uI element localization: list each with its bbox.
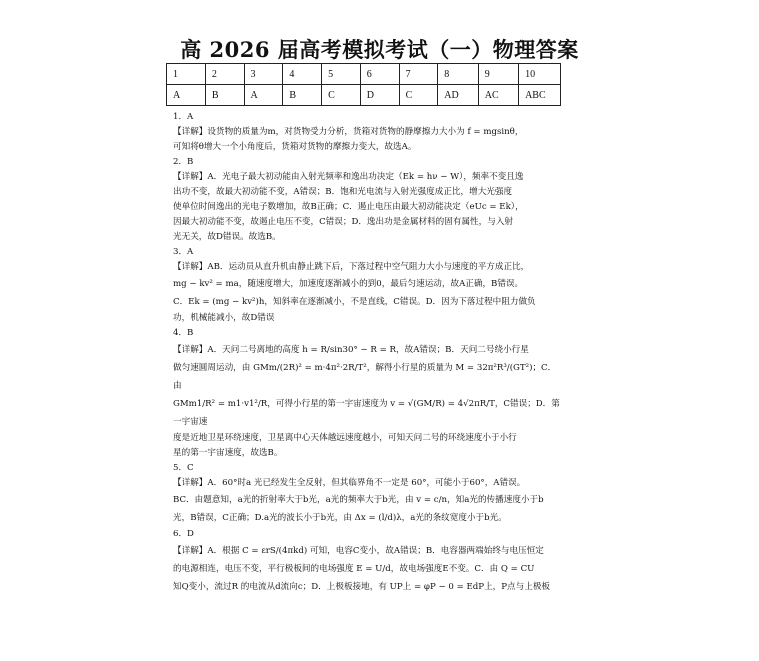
- explanation-line: 星的第一宇宙速度，故选B。: [173, 448, 283, 458]
- explanation-line: 知Q变小，流过R 的电流从d流向c；D．上极板接地，有 UP上 = φP − 0 = EdP上，P点与上极板: [173, 582, 551, 592]
- answer-key: ABC: [519, 85, 561, 106]
- question-number: 2: [205, 64, 244, 85]
- answer-key: C: [322, 85, 361, 106]
- explanation-line: 【详解】AB．运动员从直升机由静止跳下后，下落过程中空气阻力大小与速度的平方成正比，: [173, 262, 530, 272]
- answer-heading-5: 5．C: [173, 463, 194, 473]
- explanation-line: 的电源相连，电压不变，平行极板间的电场强度 E = U/d，故电场强度E不变。C．由 Q = CU: [173, 564, 535, 574]
- explanation-line: GMm1/R² = m1·v1²/R，可得小行星的第一宇宙速度为 v = √(GM/R) = 4√2πR/T，C错误；D．第一宇宙速: [173, 399, 560, 427]
- answer-heading-4: 4．B: [173, 328, 194, 338]
- explanation-line: 光无关，故D错误。故选B。: [173, 232, 281, 242]
- answer-number-row: [167, 64, 561, 85]
- answer-heading-2: 2．B: [173, 157, 194, 167]
- answer-key: A: [244, 85, 283, 106]
- question-number: 1: [167, 64, 206, 85]
- explanation-line: 使单位时间逸出的光电子数增加，故B正确；C．遏止电压由最大初动能决定（eUc = Ek），: [173, 202, 524, 212]
- answer-key: D: [360, 85, 399, 106]
- answer-heading-1: 1．A: [173, 112, 194, 122]
- answer-key: C: [399, 85, 438, 106]
- explanation-line: 做匀速圆周运动，由 GMm/(2R)² = m·4π²·2R/T²，解得小行星的质量为 M = 32π²R³/(GT²)；C．由: [173, 363, 557, 391]
- page-title: 高 2026 届高考模拟考试（一）物理答案: [180, 37, 579, 62]
- question-number: 9: [478, 64, 518, 85]
- answer-key: AD: [438, 85, 478, 106]
- answer-heading-3: 3．A: [173, 247, 194, 257]
- explanation-line: 因最大初动能不变，故遏止电压不变，C错误；D．逸出功是金属材料的固有属性，与入射: [173, 217, 514, 227]
- explanation-line: 【详解】A．天问二号离地的高度 h = R/sin30° − R = R，故A错误；B．天问二号绕小行星: [173, 345, 529, 355]
- answer-key: B: [283, 85, 322, 106]
- explanation-line: 【详解】A．60°时a 光已经发生全反射，但其临界角不一定是 60°，可能小于60°，A错误。: [173, 478, 526, 488]
- question-number: 4: [283, 64, 322, 85]
- answer-table: [166, 63, 561, 106]
- explanation-line: 功，机械能减小，故D错误: [173, 313, 275, 323]
- question-number: 8: [438, 64, 478, 85]
- explanation-line: mg − kv² = ma，随速度增大，加速度逐渐减小的到0，最后匀速运动，故A正确，B错误。: [173, 279, 524, 289]
- explanation-line: 可知将θ增大一个小角度后，货箱对货物的摩擦力变大，故选A。: [173, 142, 417, 152]
- explanation-line: BC．由题意知，a光的折射率大于b光，a光的频率大于b光，由 v = c/n，知a光的传播速度小于b: [173, 495, 544, 505]
- explanation-line: 【详解】A．光电子最大初动能由入射光频率和逸出功决定（Ek = hν − W），频率不变且逸: [173, 172, 524, 182]
- explanation-line: 度是近地卫星环绕速度，卫星离中心天体越远速度越小，可知天问二号的环绕速度小于小行: [173, 433, 517, 443]
- answer-heading-6: 6．D: [173, 529, 194, 539]
- question-number: 6: [360, 64, 399, 85]
- question-number: 3: [244, 64, 283, 85]
- answer-key-row: [167, 85, 561, 106]
- question-number: 7: [399, 64, 438, 85]
- explanation-line: 出功不变，故最大初动能不变，A错误；B．饱和光电流与入射光强度成正比，增大光强度: [173, 187, 513, 197]
- explanations: [173, 110, 563, 596]
- question-number: 5: [322, 64, 361, 85]
- explanation-line: C．Ek = (mg − kv²)h，知斜率在逐渐减小，不是直线，C错误。D．因为下落过程中阻力做负: [173, 297, 536, 307]
- question-number: 10: [519, 64, 561, 85]
- answer-key: AC: [478, 85, 518, 106]
- explanation-line: 【详解】设货物的质量为m，对货物受力分析，货箱对货物的静摩擦力大小为 f = mgsinθ，: [173, 127, 524, 137]
- answer-key: B: [205, 85, 244, 106]
- explanation-line: 【详解】A．根据 C = εrS/(4πkd) 可知，电容C变小，故A错误；B．电容器两端始终与电压恒定: [173, 546, 544, 556]
- answer-key: A: [167, 85, 206, 106]
- explanation-line: 光，B错误，C正确；D.a光的波长小于b光，由 Δx = (l/d)λ，a光的条纹宽度小于b光。: [173, 513, 507, 523]
